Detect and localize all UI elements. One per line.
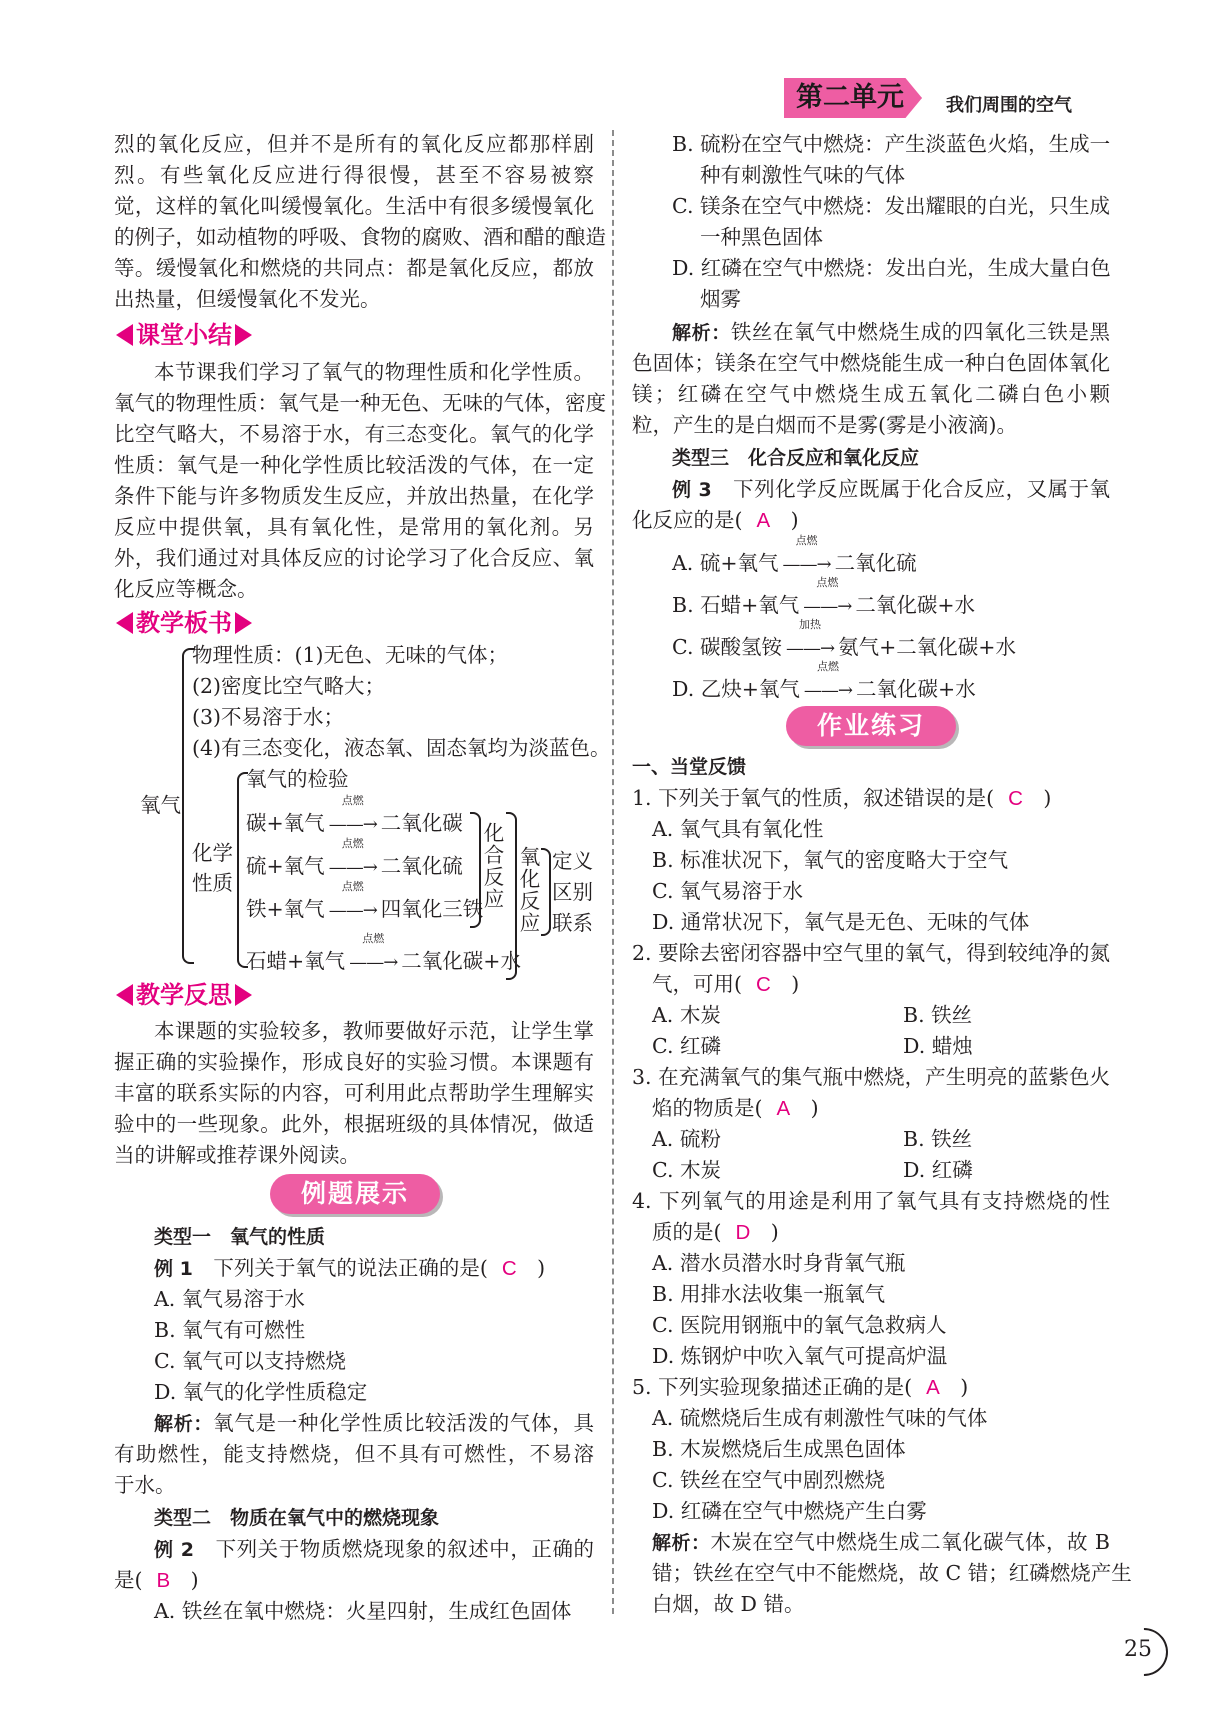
intro-line: 的例子，如动植物的呼吸、食物的腐败、酒和醋的酿造 (114, 225, 606, 249)
ex1-analysis: 于水。 (114, 1473, 176, 1497)
reaction-arrow-icon: ——→ (786, 638, 835, 659)
summary-heading: 课堂小结 (116, 320, 252, 350)
reaction-arrow-icon: ——→ (328, 814, 377, 835)
ex3-option: B. 石蜡+氧气 点燃 ——→ 二氧化碳+水 (672, 576, 976, 617)
q5-analysis: 错；铁丝在空气中不能燃烧，故 C 错；红磷燃烧产生 (652, 1561, 1132, 1585)
summary-line: 性质：氧气是一种化学性质比较活泼的气体，在一定 (114, 453, 594, 477)
reaction: 硫+氧气 点燃 ——→ 二氧化硫 (246, 837, 463, 878)
intro-line: 烈的氧化反应，但并不是所有的氧化反应都那样剧 (114, 132, 594, 156)
ex1-analysis: 有助燃性，能支持燃烧，但不具有可燃性，不易溶 (114, 1442, 594, 1466)
answer-mark: A (776, 1097, 791, 1120)
summary-line: 化反应等概念。 (114, 577, 258, 601)
q4-stem: 4. 下列氧气的用途是利用了氧气具有支持燃烧的性 (632, 1189, 1110, 1213)
ex3-option: C. 碳酸氢铵 加热 ——→ 氨气+二氧化碳+水 (672, 618, 1016, 659)
q5-option: B. 木炭燃烧后生成黑色固体 (652, 1437, 906, 1461)
oxidation-item: 区别 (552, 880, 593, 904)
reflection-line: 丰富的联系实际的内容，可利用此点帮助学生理解实 (114, 1081, 594, 1105)
q1-option: C. 氧气易溶于水 (652, 879, 803, 903)
q3-stem: 3. 在充满氧气的集气瓶中燃烧，产生明亮的蓝紫色火 (632, 1065, 1110, 1089)
ex1-stem: 例 1 下列关于氧气的说法正确的是( C ) (154, 1256, 546, 1280)
oxidation-item: 联系 (552, 911, 593, 935)
q5-option: D. 红磷在空气中燃烧产生白雾 (652, 1499, 927, 1523)
triangle-left-icon (116, 612, 133, 634)
type2-heading: 类型二 物质在氧气中的燃烧现象 (154, 1507, 440, 1529)
unit-title: 第二单元 (796, 82, 904, 113)
q5-analysis: 解析：木炭在空气中燃烧生成二氧化碳气体，故 B (652, 1530, 1110, 1554)
q3-stem: 焰的物质是( A ) (652, 1096, 819, 1120)
reaction-arrow-icon: ——→ (328, 857, 377, 878)
q1-option: B. 标准状况下，氧气的密度略大于空气 (652, 848, 1009, 872)
reaction: 石蜡+氧气 点燃 ——→ 二氧化碳+水 (246, 932, 521, 973)
q1-option: D. 通常状况下，氧气是无色、无味的气体 (652, 910, 1030, 934)
ex2-analysis: 镁；红磷在空气中燃烧生成五氧化二磷白色小颗 (632, 382, 1110, 406)
reflection-line: 当的讲解或推荐课外阅读。 (114, 1143, 360, 1167)
q3-option: B. 铁丝 (903, 1127, 973, 1151)
ex2-option: 烟雾 (700, 287, 741, 311)
oxidation-outer-brace (506, 812, 517, 980)
reaction-arrow-icon: ——→ (803, 596, 852, 617)
combination-brace (470, 812, 481, 928)
ex2-stem: 是( B ) (114, 1568, 199, 1592)
q2-option: D. 蜡烛 (903, 1034, 973, 1058)
page-number-text: 25 (1124, 1637, 1152, 1662)
physical-property: (4)有三态变化，液态氧、固态氧均为淡蓝色。 (192, 736, 611, 760)
answer-mark: B (156, 1569, 171, 1592)
answer-mark: C (501, 1257, 517, 1280)
q5-stem: 5. 下列实验现象描述正确的是( A ) (632, 1375, 969, 1399)
q3-option: A. 硫粉 (652, 1127, 721, 1151)
unit-subtitle: 我们周围的空气 (946, 95, 1072, 116)
q1-option: A. 氧气具有氧化性 (652, 817, 824, 841)
answer-mark: A (756, 509, 771, 532)
ex1-option: D. 氧气的化学性质稳定 (154, 1380, 368, 1404)
intro-line: 出热量，但缓慢氧化不发光。 (114, 287, 381, 311)
q5-option: C. 铁丝在空气中剧烈燃烧 (652, 1468, 885, 1492)
q5-option: A. 硫燃烧后生成有刺激性气味的气体 (652, 1406, 988, 1430)
reaction: 铁+氧气 点燃 ——→ 四氧化三铁 (246, 880, 484, 921)
q5-analysis: 白烟，故 D 错。 (652, 1592, 805, 1616)
board-root: 氧气 (140, 793, 181, 817)
summary-line: 比空气略大，不易溶于水，有三态变化。氧气的化学 (114, 422, 594, 446)
ex2-option: C. 镁条在空气中燃烧：发出耀眼的白光，只生成 (672, 194, 1110, 218)
reaction-arrow-icon: ——→ (782, 554, 831, 575)
physical-property: (3)不易溶于水； (192, 705, 345, 729)
q2-stem: 气，可用( C ) (652, 972, 800, 996)
summary-line: 外，我们通过对具体反应的讨论学习了化合反应、氧 (114, 546, 594, 570)
intro-line: 烈。有些氧化反应进行得很慢，甚至不容易被察 (114, 163, 594, 187)
summary-line: 反应中提供氧，具有氧化性，是常用的氧化剂。另 (114, 515, 594, 539)
type3-heading: 类型三 化合反应和氧化反应 (672, 447, 920, 469)
intro-line: 等。缓慢氧化和燃烧的共同点：都是氧化反应，都放 (114, 256, 594, 280)
q4-option: B. 用排水法收集一瓶氧气 (652, 1282, 886, 1306)
summary-line: 条件下能与许多物质发生反应，并放出热量，在化学 (114, 484, 594, 508)
reflection-line: 验中的一些现象。此外，根据班级的具体情况，做适 (114, 1112, 594, 1136)
homework-banner: 作业练习 (786, 706, 956, 746)
examples-banner: 例题展示 (270, 1174, 440, 1214)
ex2-option: 一种黑色固体 (700, 225, 823, 249)
unit-header (784, 78, 934, 118)
combination-label: 化合反应 (483, 821, 505, 911)
answer-mark: C (756, 973, 771, 996)
ex2-stem: 例 2 下列关于物质燃烧现象的叙述中，正确的 (154, 1537, 594, 1561)
summary-line: 氧气的物理性质：氧气是一种无色、无味的气体，密度 (114, 391, 606, 415)
triangle-right-icon (235, 324, 252, 346)
answer-mark: D (735, 1221, 751, 1244)
triangle-right-icon (235, 984, 252, 1006)
intro-line: 觉，这样的氧化叫缓慢氧化。生活中有很多缓慢氧化 (114, 194, 594, 218)
chemical-label: 化学性质 (192, 841, 233, 895)
reaction: 碳+氧气 点燃 ——→ 二氧化碳 (246, 794, 463, 835)
ex1-analysis: 解析：氧气是一种化学性质比较活泼的气体，具 (154, 1411, 594, 1435)
reaction-arrow-icon: ——→ (349, 952, 398, 973)
oxidation-items-brace (541, 848, 551, 936)
triangle-right-icon (235, 612, 252, 634)
reflection-line: 握正确的实验操作，形成良好的实验习惯。本课题有 (114, 1050, 594, 1074)
reflection-line: 本课题的实验较多，教师要做好示范，让学生掌 (154, 1019, 594, 1043)
oxidation-item: 定义 (552, 849, 593, 873)
answer-mark: A (926, 1376, 940, 1399)
answer-mark: C (1008, 787, 1023, 810)
q2-option: C. 红磷 (652, 1034, 721, 1058)
physical-property: 物理性质：(1)无色、无味的气体； (192, 643, 509, 667)
q2-option: B. 铁丝 (903, 1003, 973, 1027)
oxygen-test: 氧气的检验 (246, 767, 349, 791)
q3-option: C. 木炭 (652, 1158, 721, 1182)
ex2-option: A. 铁丝在氧中燃烧：火星四射，生成红色固体 (154, 1599, 572, 1623)
ex1-option: B. 氧气有可燃性 (154, 1318, 306, 1342)
ex2-option: D. 红磷在空气中燃烧：发出白光，生成大量白色 (672, 256, 1111, 280)
ex2-option: 种有刺激性气味的气体 (700, 163, 905, 187)
ex2-analysis: 粒，产生的是白烟而不是雾(雾是小液滴)。 (632, 413, 1017, 437)
ex2-analysis: 解析：铁丝在氧气中燃烧生成的四氧化三铁是黑 (672, 320, 1110, 344)
q3-option: D. 红磷 (903, 1158, 973, 1182)
type1-heading: 类型一 氧气的性质 (154, 1226, 326, 1248)
ex3-stem: 例 3 下列化学反应既属于化合反应，又属于氧 (672, 477, 1111, 501)
ex1-option: C. 氧气可以支持燃烧 (154, 1349, 346, 1373)
ex1-option: A. 氧气易溶于水 (154, 1287, 305, 1311)
ex3-option: A. 硫+氧气 点燃 ——→ 二氧化硫 (672, 534, 917, 575)
q4-option: D. 炼钢炉中吹入氧气可提高炉温 (652, 1344, 948, 1368)
ex2-analysis: 色固体；镁条在空气中燃烧能生成一种白色固体氧化 (632, 351, 1110, 375)
triangle-left-icon (116, 324, 133, 346)
column-divider (612, 130, 614, 1614)
section-heading: 一、当堂反馈 (632, 756, 747, 778)
reflection-heading: 教学反思 (116, 980, 252, 1010)
q4-option: A. 潜水员潜水时身背氧气瓶 (652, 1251, 906, 1275)
triangle-left-icon (116, 984, 133, 1006)
physical-property: (2)密度比空气略大； (192, 674, 386, 698)
q2-stem: 2. 要除去密闭容器中空气里的氧气，得到较纯净的氮 (632, 941, 1110, 965)
q4-option: C. 医院用钢瓶中的氧气急救病人 (652, 1313, 947, 1337)
q2-option: A. 木炭 (652, 1003, 721, 1027)
summary-line: 本节课我们学习了氧气的物理性质和化学性质。 (154, 360, 594, 384)
ex2-option: B. 硫粉在空气中燃烧：产生淡蓝色火焰，生成一 (672, 132, 1111, 156)
q4-stem: 质的是( D ) (652, 1220, 779, 1244)
oxidation-label: 氧化反应 (519, 845, 541, 935)
ex3-option: D. 乙炔+氧气 点燃 ——→ 二氧化碳+水 (672, 660, 976, 701)
reaction-arrow-icon: ——→ (803, 680, 853, 701)
reaction-arrow-icon: ——→ (328, 900, 377, 921)
ex3-stem: 化反应的是( A ) (632, 508, 799, 532)
board-heading: 教学板书 (116, 608, 252, 638)
q1-stem: 1. 下列关于氧气的性质，叙述错误的是( C ) (632, 786, 1052, 810)
